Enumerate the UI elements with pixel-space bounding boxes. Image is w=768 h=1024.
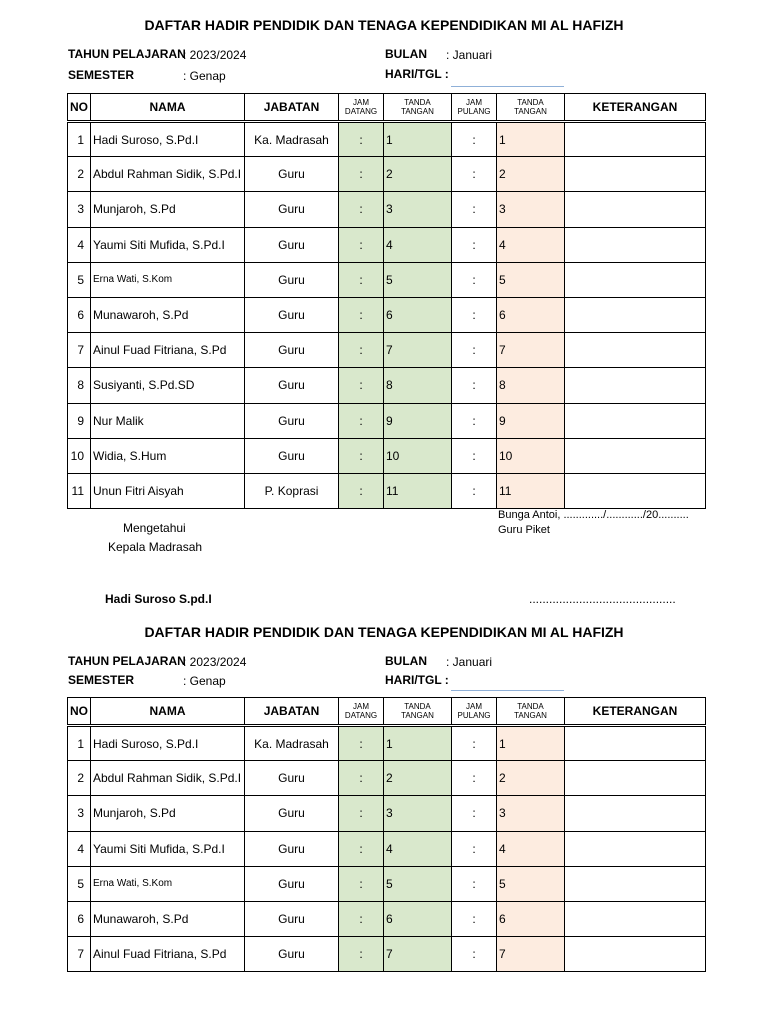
col-jabatan: JABATAN xyxy=(245,94,339,122)
tanda-tangan-datang-cell[interactable]: 7 xyxy=(384,937,452,972)
col-keterangan: KETERANGAN xyxy=(565,94,706,122)
row-nama: Abdul Rahman Sidik, S.Pd.I xyxy=(91,157,245,192)
row-nama: Ainul Fuad Fitriana, S.Pd xyxy=(91,333,245,368)
jam-datang-cell[interactable]: : xyxy=(339,227,384,262)
row-nama: Munawaroh, S.Pd xyxy=(91,901,245,936)
table-row xyxy=(68,726,706,761)
tanda-tangan-pulang-cell[interactable]: 8 xyxy=(497,368,565,403)
tanda-tangan-pulang-cell[interactable]: 5 xyxy=(497,866,565,901)
tanda-tangan-pulang-cell[interactable]: 4 xyxy=(497,227,565,262)
keterangan-cell[interactable] xyxy=(565,831,706,866)
tanda-tangan-pulang-cell[interactable]: 1 xyxy=(497,726,565,761)
row-jabatan: Guru xyxy=(245,262,339,297)
tanda-tangan-pulang-cell[interactable]: 4 xyxy=(497,831,565,866)
tanda-tangan-datang-cell[interactable]: 1 xyxy=(384,122,452,157)
table-row xyxy=(68,901,706,936)
col-tanda-tangan-1: TANDA TANGAN xyxy=(384,94,452,122)
tanda-tangan-datang-cell[interactable]: 5 xyxy=(384,866,452,901)
row-jabatan: Ka. Madrasah xyxy=(245,122,339,157)
page-title: DAFTAR HADIR PENDIDIK DAN TENAGA KEPENDIDIKAN MI AL HAFIZH xyxy=(144,17,624,33)
row-number: 9 xyxy=(68,403,91,438)
row-number: 8 xyxy=(68,368,91,403)
keterangan-cell[interactable] xyxy=(565,438,706,473)
row-jabatan: Guru xyxy=(245,403,339,438)
row-nama: Abdul Rahman Sidik, S.Pd.I xyxy=(91,761,245,796)
keterangan-cell[interactable] xyxy=(565,761,706,796)
row-jabatan: Guru xyxy=(245,937,339,972)
jam-datang-cell[interactable]: : xyxy=(339,333,384,368)
row-jabatan: P. Koprasi xyxy=(245,473,339,508)
piket-signature-line: ............................................ xyxy=(529,592,676,606)
col-jabatan: JABATAN xyxy=(245,698,339,726)
col-keterangan: KETERANGAN xyxy=(565,698,706,726)
table-row xyxy=(68,796,706,831)
jam-pulang-cell[interactable]: : xyxy=(452,297,497,332)
row-number: 7 xyxy=(68,333,91,368)
keterangan-cell[interactable] xyxy=(565,122,706,157)
table-header xyxy=(68,94,706,122)
jam-datang-cell[interactable]: : xyxy=(339,473,384,508)
bulan-value: : Januari xyxy=(446,48,493,62)
keterangan-cell[interactable] xyxy=(565,726,706,761)
bulan-label: BULAN xyxy=(385,47,427,61)
tanda-tangan-pulang-cell[interactable]: 5 xyxy=(497,262,565,297)
tanda-tangan-pulang-cell[interactable]: 3 xyxy=(497,192,565,227)
col-tanda-tangan-1: TANDA TANGAN xyxy=(384,698,452,726)
tahun-value: : 2023/2024 xyxy=(183,48,247,62)
tanda-tangan-datang-cell[interactable]: 11 xyxy=(384,473,452,508)
bulan-label-2: BULAN xyxy=(385,654,427,668)
jam-pulang-cell[interactable]: : xyxy=(452,157,497,192)
jam-pulang-cell[interactable]: : xyxy=(452,901,497,936)
tanda-tangan-datang-cell[interactable]: 4 xyxy=(384,227,452,262)
attendance-table xyxy=(67,93,706,509)
table-row xyxy=(68,473,706,508)
tanda-tangan-datang-cell[interactable]: 2 xyxy=(384,761,452,796)
jam-datang-cell[interactable]: : xyxy=(339,726,384,761)
jam-pulang-cell[interactable]: : xyxy=(452,866,497,901)
jam-pulang-cell[interactable]: : xyxy=(452,937,497,972)
col-no: NO xyxy=(68,698,91,726)
row-jabatan: Guru xyxy=(245,831,339,866)
tahun-label: TAHUN PELAJARAN xyxy=(68,47,186,61)
table-row xyxy=(68,122,706,157)
jam-pulang-cell[interactable]: : xyxy=(452,262,497,297)
keterangan-cell[interactable] xyxy=(565,403,706,438)
row-jabatan: Guru xyxy=(245,901,339,936)
jam-datang-cell[interactable]: : xyxy=(339,403,384,438)
row-number: 5 xyxy=(68,866,91,901)
tanda-tangan-datang-cell[interactable]: 2 xyxy=(384,157,452,192)
attendance-table-2 xyxy=(67,697,706,972)
row-jabatan: Guru xyxy=(245,796,339,831)
semester-value-2: : Genap xyxy=(183,674,226,688)
jam-pulang-cell[interactable]: : xyxy=(452,796,497,831)
guru-piket-label: Guru Piket xyxy=(498,524,550,536)
tahun-label-2: TAHUN PELAJARAN xyxy=(68,654,186,668)
col-jam-datang: JAM DATANG xyxy=(339,94,384,122)
table-row xyxy=(68,192,706,227)
row-nama: Nur Malik xyxy=(91,403,245,438)
row-nama: Yaumi Siti Mufida, S.Pd.I xyxy=(91,227,245,262)
tanda-tangan-pulang-cell[interactable]: 11 xyxy=(497,473,565,508)
col-jam-pulang: JAM PULANG xyxy=(452,698,497,726)
tanda-tangan-pulang-cell[interactable]: 7 xyxy=(497,937,565,972)
tanda-tangan-pulang-cell[interactable]: 10 xyxy=(497,438,565,473)
table-row xyxy=(68,368,706,403)
jam-pulang-cell[interactable]: : xyxy=(452,227,497,262)
tanda-tangan-datang-cell[interactable]: 6 xyxy=(384,901,452,936)
tanda-tangan-pulang-cell[interactable]: 9 xyxy=(497,403,565,438)
row-jabatan: Guru xyxy=(245,227,339,262)
mengetahui-label: Mengetahui xyxy=(123,521,186,535)
jam-datang-cell[interactable]: : xyxy=(339,761,384,796)
table-row xyxy=(68,333,706,368)
tanda-tangan-pulang-cell[interactable]: 2 xyxy=(497,761,565,796)
table-row xyxy=(68,761,706,796)
keterangan-cell[interactable] xyxy=(565,901,706,936)
semester-label: SEMESTER xyxy=(68,68,135,82)
jam-pulang-cell[interactable]: : xyxy=(452,333,497,368)
row-nama: Widia, S.Hum xyxy=(91,438,245,473)
row-number: 3 xyxy=(68,796,91,831)
col-nama: NAMA xyxy=(91,94,245,122)
jam-pulang-cell[interactable]: : xyxy=(452,368,497,403)
row-nama: Munawaroh, S.Pd xyxy=(91,297,245,332)
tanda-tangan-datang-cell[interactable]: 9 xyxy=(384,403,452,438)
col-no: NO xyxy=(68,94,91,122)
keterangan-cell[interactable] xyxy=(565,297,706,332)
keterangan-cell[interactable] xyxy=(565,937,706,972)
jam-datang-cell[interactable]: : xyxy=(339,831,384,866)
tanda-tangan-datang-cell[interactable]: 3 xyxy=(384,192,452,227)
tanda-tangan-datang-cell[interactable]: 1 xyxy=(384,726,452,761)
row-jabatan: Guru xyxy=(245,157,339,192)
kepala-madrasah-label: Kepala Madrasah xyxy=(108,540,203,554)
keterangan-cell[interactable] xyxy=(565,192,706,227)
jam-pulang-cell[interactable]: : xyxy=(452,403,497,438)
row-nama: Susiyanti, S.Pd.SD xyxy=(91,368,245,403)
hari-label: HARI/TGL : xyxy=(385,67,449,81)
jam-datang-cell[interactable]: : xyxy=(339,866,384,901)
kepala-name: Hadi Suroso S.pd.I xyxy=(105,592,212,606)
row-nama: Erna Wati, S.Kom xyxy=(91,866,245,901)
jam-datang-cell[interactable]: : xyxy=(339,297,384,332)
tanda-tangan-datang-cell[interactable]: 10 xyxy=(384,438,452,473)
tanda-tangan-datang-cell[interactable]: 8 xyxy=(384,368,452,403)
table-row xyxy=(68,157,706,192)
row-number: 11 xyxy=(68,473,91,508)
jam-pulang-cell[interactable]: : xyxy=(452,438,497,473)
table-row xyxy=(68,262,706,297)
row-number: 2 xyxy=(68,157,91,192)
keterangan-cell[interactable] xyxy=(565,368,706,403)
jam-datang-cell[interactable]: : xyxy=(339,262,384,297)
row-jabatan: Guru xyxy=(245,192,339,227)
row-number: 5 xyxy=(68,262,91,297)
keterangan-cell[interactable] xyxy=(565,157,706,192)
jam-pulang-cell[interactable]: : xyxy=(452,192,497,227)
keterangan-cell[interactable] xyxy=(565,866,706,901)
keterangan-cell[interactable] xyxy=(565,262,706,297)
jam-datang-cell[interactable]: : xyxy=(339,368,384,403)
semester-value: : Genap xyxy=(183,69,226,83)
row-nama: Erna Wati, S.Kom xyxy=(91,262,245,297)
row-nama: Unun Fitri Aisyah xyxy=(91,473,245,508)
keterangan-cell[interactable] xyxy=(565,333,706,368)
row-number: 4 xyxy=(68,227,91,262)
hari-label-2: HARI/TGL : xyxy=(385,673,449,687)
jam-pulang-cell[interactable]: : xyxy=(452,122,497,157)
table-row xyxy=(68,831,706,866)
row-number: 6 xyxy=(68,901,91,936)
row-number: 1 xyxy=(68,122,91,157)
tanda-tangan-pulang-cell[interactable]: 7 xyxy=(497,333,565,368)
table-row xyxy=(68,227,706,262)
hari-input-line[interactable] xyxy=(451,86,564,87)
row-jabatan: Guru xyxy=(245,297,339,332)
col-tanda-tangan-2: TANDA TANGAN xyxy=(497,698,565,726)
row-jabatan: Guru xyxy=(245,438,339,473)
table-header xyxy=(68,698,706,726)
row-jabatan: Guru xyxy=(245,866,339,901)
tahun-value-2: : 2023/2024 xyxy=(183,655,247,669)
tanda-tangan-datang-cell[interactable]: 5 xyxy=(384,262,452,297)
tanda-tangan-pulang-cell[interactable]: 6 xyxy=(497,901,565,936)
table-row xyxy=(68,403,706,438)
col-tanda-tangan-2: TANDA TANGAN xyxy=(497,94,565,122)
place-date: Bunga Antoi, ............./............/20.......... xyxy=(498,509,689,521)
row-number: 3 xyxy=(68,192,91,227)
keterangan-cell[interactable] xyxy=(565,227,706,262)
row-jabatan: Ka. Madrasah xyxy=(245,726,339,761)
hari-input-line-2[interactable] xyxy=(451,690,564,691)
tanda-tangan-datang-cell[interactable]: 3 xyxy=(384,796,452,831)
page-title-2: DAFTAR HADIR PENDIDIK DAN TENAGA KEPENDIDIKAN MI AL HAFIZH xyxy=(144,624,624,640)
jam-datang-cell[interactable]: : xyxy=(339,796,384,831)
tanda-tangan-datang-cell[interactable]: 4 xyxy=(384,831,452,866)
semester-label-2: SEMESTER xyxy=(68,673,135,687)
row-nama: Munjaroh, S.Pd xyxy=(91,192,245,227)
row-nama: Munjaroh, S.Pd xyxy=(91,796,245,831)
row-jabatan: Guru xyxy=(245,368,339,403)
jam-datang-cell[interactable]: : xyxy=(339,937,384,972)
jam-pulang-cell[interactable]: : xyxy=(452,726,497,761)
table-row xyxy=(68,438,706,473)
row-nama: Ainul Fuad Fitriana, S.Pd xyxy=(91,937,245,972)
jam-datang-cell[interactable]: : xyxy=(339,901,384,936)
row-nama: Hadi Suroso, S.Pd.I xyxy=(91,726,245,761)
row-nama: Yaumi Siti Mufida, S.Pd.I xyxy=(91,831,245,866)
col-jam-datang: JAM DATANG xyxy=(339,698,384,726)
table-row xyxy=(68,866,706,901)
col-jam-pulang: JAM PULANG xyxy=(452,94,497,122)
keterangan-cell[interactable] xyxy=(565,473,706,508)
row-number: 7 xyxy=(68,937,91,972)
jam-datang-cell[interactable]: : xyxy=(339,192,384,227)
row-jabatan: Guru xyxy=(245,333,339,368)
table-row xyxy=(68,937,706,972)
jam-pulang-cell[interactable]: : xyxy=(452,473,497,508)
tanda-tangan-pulang-cell[interactable]: 1 xyxy=(497,122,565,157)
row-number: 6 xyxy=(68,297,91,332)
jam-datang-cell[interactable]: : xyxy=(339,438,384,473)
tanda-tangan-datang-cell[interactable]: 7 xyxy=(384,333,452,368)
row-number: 1 xyxy=(68,726,91,761)
row-number: 4 xyxy=(68,831,91,866)
jam-datang-cell[interactable]: : xyxy=(339,122,384,157)
table-row xyxy=(68,297,706,332)
jam-datang-cell[interactable]: : xyxy=(339,157,384,192)
bulan-value-2: : Januari xyxy=(446,655,493,669)
row-number: 10 xyxy=(68,438,91,473)
row-nama: Hadi Suroso, S.Pd.I xyxy=(91,122,245,157)
keterangan-cell[interactable] xyxy=(565,796,706,831)
tanda-tangan-pulang-cell[interactable]: 2 xyxy=(497,157,565,192)
tanda-tangan-pulang-cell[interactable]: 6 xyxy=(497,297,565,332)
col-nama: NAMA xyxy=(91,698,245,726)
jam-pulang-cell[interactable]: : xyxy=(452,831,497,866)
row-number: 2 xyxy=(68,761,91,796)
tanda-tangan-pulang-cell[interactable]: 3 xyxy=(497,796,565,831)
row-jabatan: Guru xyxy=(245,761,339,796)
tanda-tangan-datang-cell[interactable]: 6 xyxy=(384,297,452,332)
jam-pulang-cell[interactable]: : xyxy=(452,761,497,796)
